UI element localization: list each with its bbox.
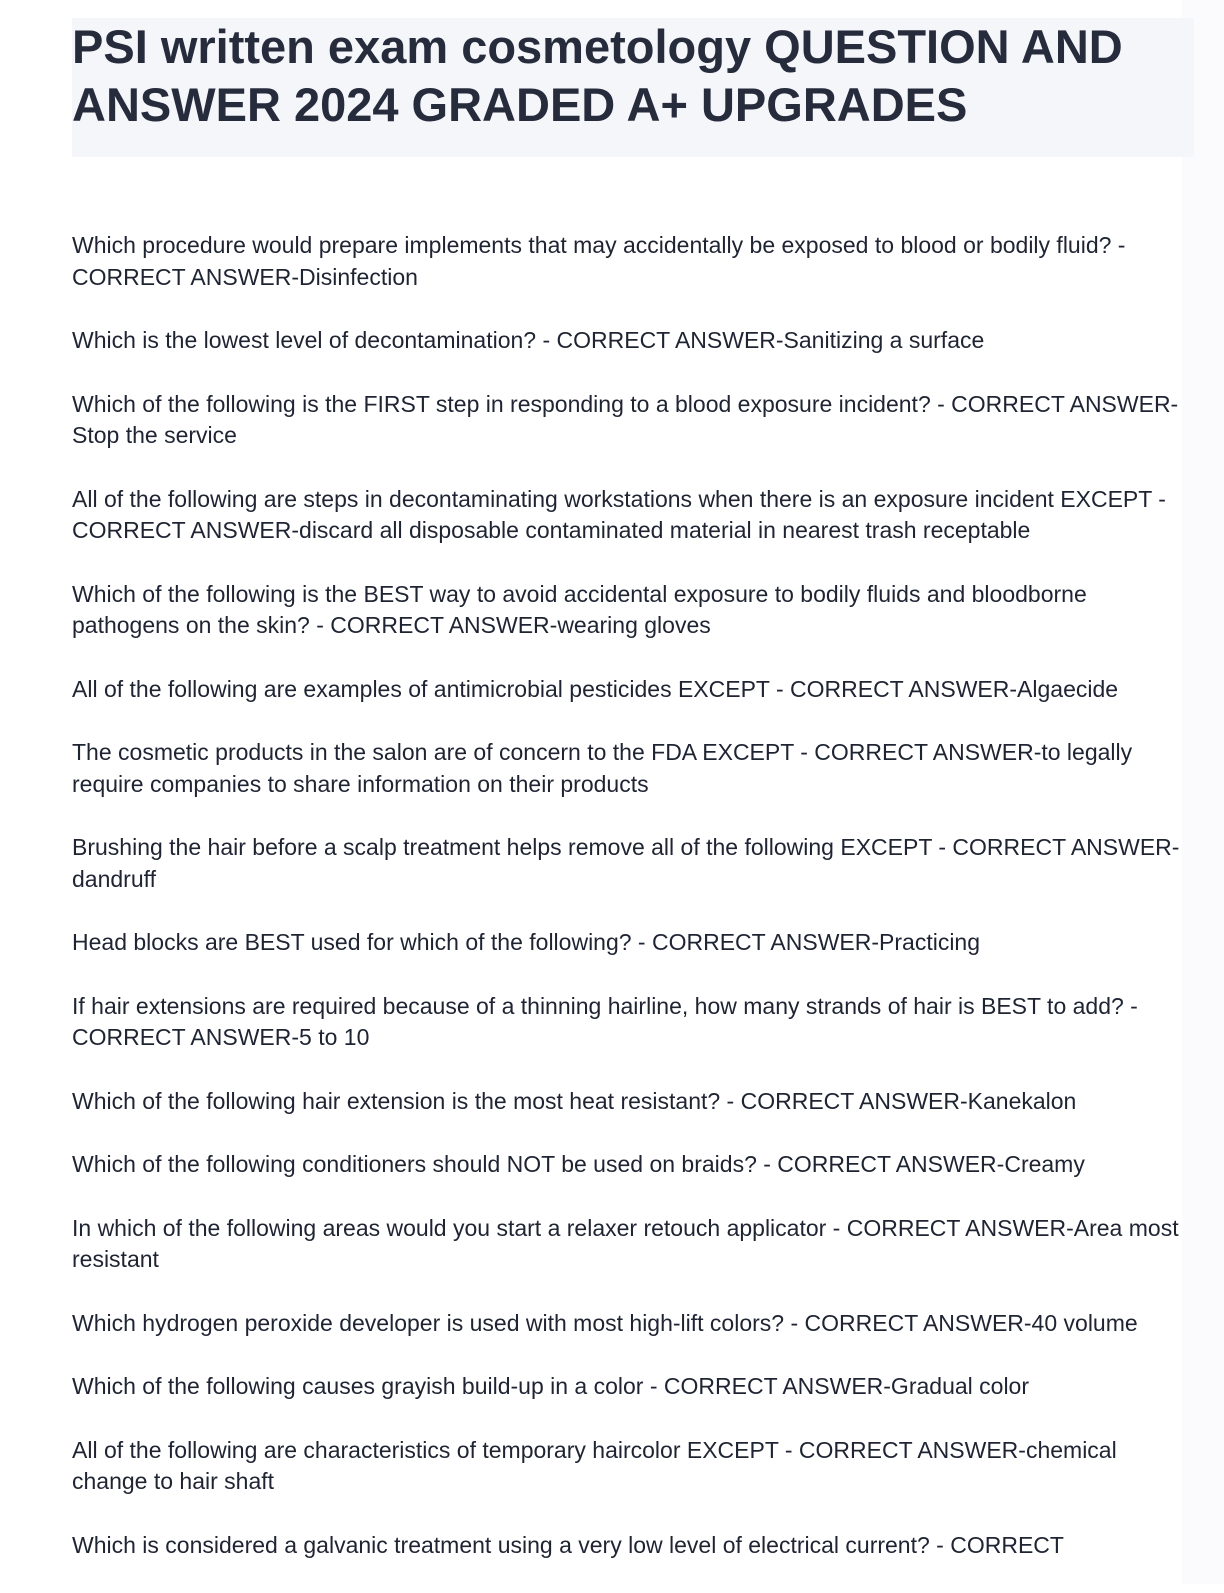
document-page <box>72 18 1194 1558</box>
qa-item-17: Which is considered a galvanic treatment using a very low level of electrical current? - CORRECT <box>72 1531 1064 1558</box>
qa-item-3: Which of the following is the FIRST step in responding to a blood exposure incident? - CORRECT ANSWER-Stop the service <box>72 390 1179 448</box>
qa-item-7: The cosmetic products in the salon are of concern to the FDA EXCEPT - CORRECT ANSWER-to legally require companies to share information on their products <box>72 739 1133 797</box>
qa-item-11: Which of the following hair extension is the most heat resistant? - CORRECT ANSWER-Kanekalon <box>72 1087 1077 1114</box>
title-banner <box>72 18 1194 157</box>
qa-item-5: Which of the following is the BEST way to avoid accidental exposure to bodily fluids and bloodborne pathogens on the skin? - CORRECT ANSWER-wearing gloves <box>72 580 1087 638</box>
document-title: PSI written exam cosmetology QUESTION AND ANSWER 2024 GRADED A+ UPGRADES <box>72 20 1123 131</box>
qa-item-6: All of the following are examples of antimicrobial pesticides EXCEPT - CORRECT ANSWER-Algaecide <box>72 675 1119 702</box>
qa-item-16: All of the following are characteristics of temporary haircolor EXCEPT - CORRECT ANSWER-chemical change to hair shaft <box>72 1436 1117 1494</box>
qa-item-9: Head blocks are BEST used for which of the following? - CORRECT ANSWER-Practicing <box>72 929 981 955</box>
qa-item-2: Which is the lowest level of decontamination? - CORRECT ANSWER-Sanitizing a surface <box>72 327 985 353</box>
qa-item-4: All of the following are steps in decontaminating workstations when there is an exposure incident EXCEPT - CORRECT ANSWER-discard all disposable contaminated material in nearest trash receptable <box>72 485 1166 543</box>
qa-item-12: Which of the following conditioners should NOT be used on braids? - CORRECT ANSWER-Creamy <box>72 1151 1085 1177</box>
qa-item-10: If hair extensions are required because of a thinning hairline, how many strands of hair is BEST to add? - CORRECT ANSWER-5 to 10 <box>72 992 1138 1050</box>
qa-item-8: Brushing the hair before a scalp treatment helps remove all of the following EXCEPT - CORRECT ANSWER-dandruff <box>72 834 1180 892</box>
qa-item-1: Which procedure would prepare implements that may accidentally be exposed to blood or bodily fluid? - CORRECT ANSWER-Disinfection <box>72 232 1126 290</box>
qa-item-14: Which hydrogen peroxide developer is used with most high-lift colors? - CORRECT ANSWER-40 volume <box>72 1309 1138 1336</box>
qa-item-13: In which of the following areas would you start a relaxer retouch applicator - CORRECT ANSWER-Area most resistant <box>72 1214 1179 1272</box>
qa-list <box>72 230 1194 1593</box>
qa-item-15: Which of the following causes grayish build-up in a color - CORRECT ANSWER-Gradual color <box>72 1373 1030 1399</box>
